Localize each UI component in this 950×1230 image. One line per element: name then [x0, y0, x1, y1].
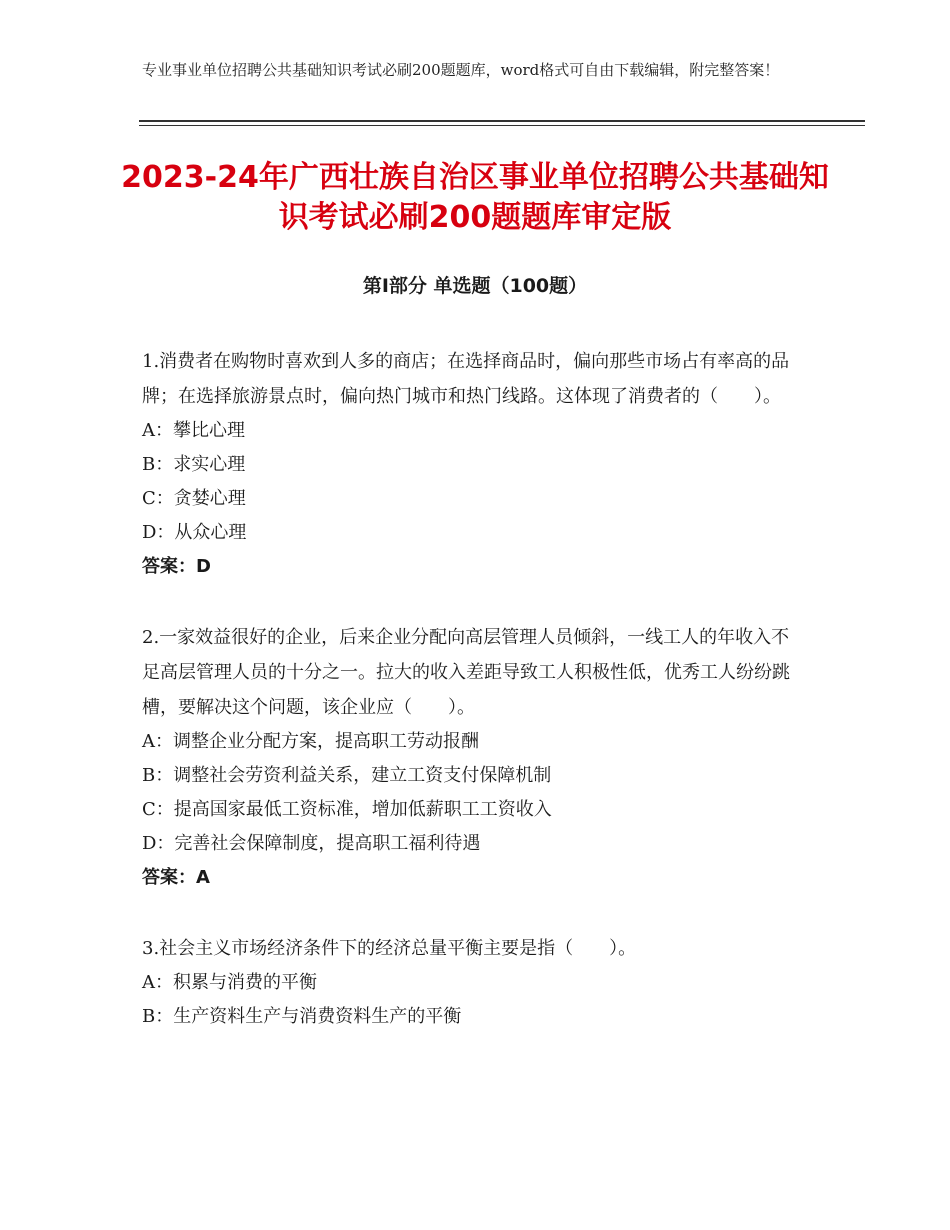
header-divider-thin [139, 125, 865, 126]
question-stem: 3.社会主义市场经济条件下的经济总量平衡主要是指（ ）。 [142, 938, 637, 959]
question-1 [142, 344, 802, 584]
header-divider-thick [139, 120, 865, 122]
option-d: D：完善社会保障制度，提高职工福利待遇 [142, 833, 481, 854]
question-3 [142, 931, 802, 1034]
option-c: C：贪婪心理 [142, 488, 246, 509]
option-a: A：调整企业分配方案，提高职工劳动报酬 [142, 731, 479, 752]
header-note: 专业事业单位招聘公共基础知识考试必刷200题题库，word格式可自由下载编辑，附完整答案！ [142, 61, 780, 79]
option-a: A：攀比心理 [142, 420, 245, 441]
option-b: B：求实心理 [142, 454, 246, 475]
answer: 答案：A [142, 867, 210, 888]
answer: 答案：D [142, 556, 211, 577]
question-stem: 1.消费者在购物时喜欢到人多的商店；在选择商品时，偏向那些市场占有率高的品牌；在选择旅游景点时，偏向热门城市和热门线路。这体现了消费者的（ ）。 [142, 351, 790, 407]
option-a: A：积累与消费的平衡 [142, 972, 317, 993]
option-d: D：从众心理 [142, 522, 247, 543]
question-list [142, 344, 802, 1070]
question-2 [142, 620, 802, 895]
option-b: B：生产资料生产与消费资料生产的平衡 [142, 1006, 462, 1027]
document-title: 2023-24年广西壮族自治区事业单位招聘公共基础知识考试必刷200题题库审定版 [121, 160, 829, 235]
question-stem: 2.一家效益很好的企业，后来企业分配向高层管理人员倾斜，一线工人的年收入不足高层管理人员的十分之一。拉大的收入差距导致工人积极性低，优秀工人纷纷跳槽，要解决这个问题，该企业应（ ）。 [142, 627, 790, 718]
option-c: C：提高国家最低工资标准，增加低薪职工工资收入 [142, 799, 552, 820]
section-heading: 第Ⅰ部分 单选题（100题） [362, 275, 588, 297]
option-b: B：调整社会劳资利益关系，建立工资支付保障机制 [142, 765, 552, 786]
